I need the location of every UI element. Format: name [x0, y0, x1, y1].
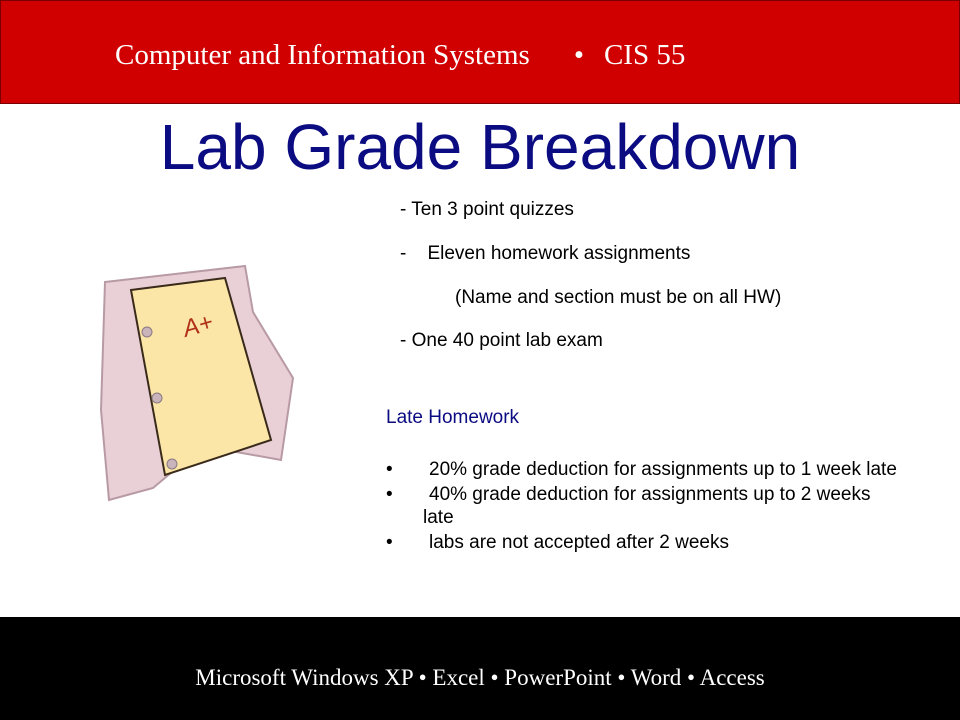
late-item-text: 20% grade deduction for assignments up to 1 week late	[429, 459, 897, 480]
late-item-text: 40% grade deduction for assignments up to 2 weeks late	[423, 484, 871, 528]
grade-item-homework-note: (Name and section must be on all HW)	[455, 287, 782, 308]
course-code: CIS 55	[603, 39, 686, 71]
bullet: •	[386, 532, 393, 553]
footer-bar	[0, 617, 960, 720]
hole-punch	[167, 459, 177, 469]
late-homework-heading: Late Homework	[386, 407, 520, 428]
bullet: •	[386, 484, 393, 505]
graded-paper-icon	[95, 260, 305, 505]
late-homework-list	[386, 458, 906, 554]
header-separator: •	[573, 39, 584, 71]
header-bar	[0, 0, 960, 104]
grade-item-exam: - One 40 point lab exam	[400, 330, 603, 351]
course-name: Computer and Information Systems	[115, 39, 530, 71]
hole-punch	[152, 393, 162, 403]
footer-text: Microsoft Windows XP • Excel • PowerPoint • Word • Access	[195, 665, 765, 690]
list-item	[386, 531, 906, 554]
list-item	[386, 483, 906, 529]
grade-item-homework: - Eleven homework assignments	[400, 243, 691, 264]
list-item	[386, 458, 906, 481]
late-homework-section	[386, 407, 906, 556]
header-text	[115, 39, 685, 72]
hole-punch	[142, 327, 152, 337]
grade-mark: A+	[179, 308, 217, 343]
late-item-text: labs are not accepted after 2 weeks	[429, 532, 729, 553]
page-title: Lab Grade Breakdown	[159, 111, 801, 183]
grade-item-quizzes: - Ten 3 point quizzes	[400, 199, 574, 220]
bullet: •	[386, 459, 393, 480]
